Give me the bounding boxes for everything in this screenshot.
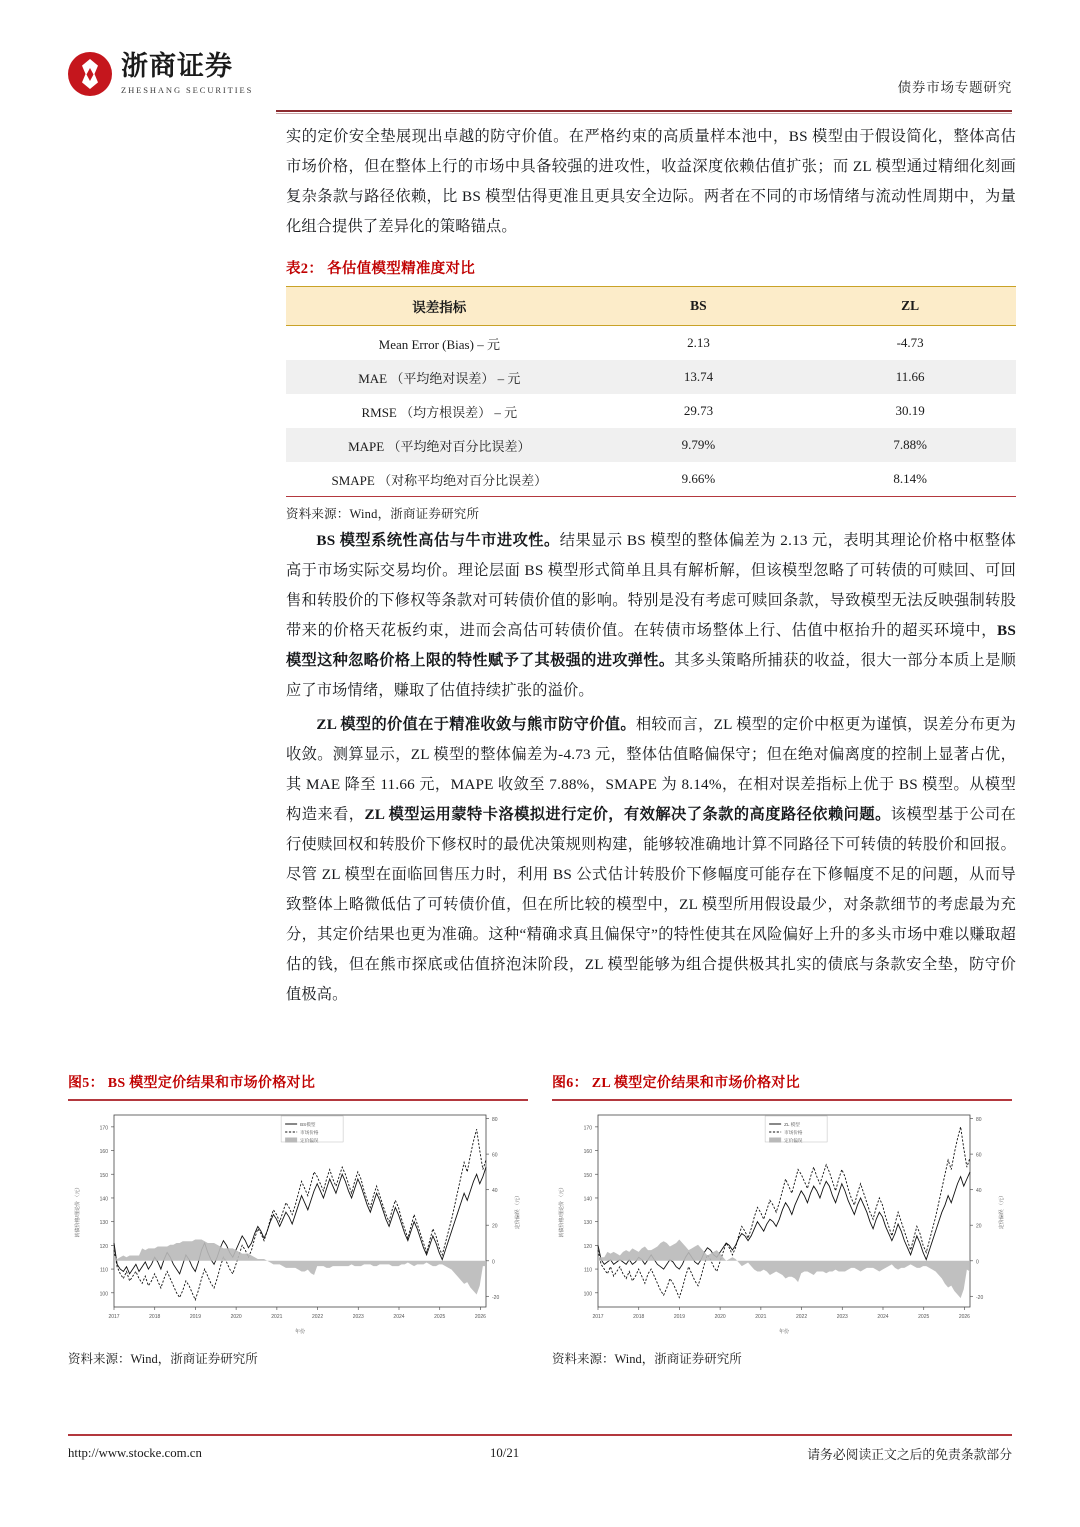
svg-text:2019: 2019 bbox=[673, 1313, 685, 1320]
cell-metric: SMAPE （对称平均绝对百分比误差） bbox=[286, 462, 593, 497]
svg-text:年份: 年份 bbox=[778, 1328, 790, 1335]
svg-text:BS模型: BS模型 bbox=[300, 1121, 316, 1127]
svg-text:2023: 2023 bbox=[836, 1313, 848, 1320]
svg-text:130: 130 bbox=[583, 1219, 592, 1226]
table-row bbox=[286, 326, 1016, 361]
svg-text:80: 80 bbox=[976, 1116, 982, 1123]
accuracy-comparison-table bbox=[286, 286, 1016, 497]
table-caption: 表2： 各估值模型精准度对比 bbox=[286, 261, 476, 277]
paragraph-bs-rest-b: 其多头策略所捕获的收益，很大一部分本质上是顺应了市场情绪，赚取了估值持续扩张的溢价。 bbox=[286, 652, 1016, 699]
svg-text:40: 40 bbox=[976, 1187, 982, 1194]
figure-bs-divider bbox=[68, 1099, 528, 1101]
svg-text:2018: 2018 bbox=[633, 1313, 645, 1320]
svg-text:170: 170 bbox=[583, 1124, 592, 1131]
svg-text:150: 150 bbox=[99, 1172, 108, 1179]
column-header-metric: 误差指标 bbox=[286, 287, 593, 326]
paragraph-zl-rest-b: 该模型基于公司在行使赎回权和转股价下修权时的最优决策规则构建，能够较准确地计算不同路径下可转债的转股价和回报。尽管 ZL 模型在面临回售压力时，利用 BS 公式估计转股价下修幅度可能存在下修幅度不足的问题，从而导致整体上略微低估了可转债价值，但在所比较的模型中，ZL 模型所用假设最少，对条款细节的考虑最为充分，其定价结果也更为准确。这种“精确求真且偏保守”的特性使其在风险偏好上升的多头市场中难以赚取超估的钱，但在熊市探底或估值挤泡沫阶段，ZL 模型能够为组合提供极其扎实的债底与条款安全垫，防守价值极高。 bbox=[286, 806, 1017, 1003]
svg-text:年份: 年份 bbox=[294, 1328, 306, 1335]
svg-text:2020: 2020 bbox=[230, 1313, 242, 1320]
svg-text:市场价格: 市场价格 bbox=[784, 1129, 803, 1135]
svg-text:100: 100 bbox=[583, 1290, 592, 1297]
report-type-label: 债券市场专题研究 bbox=[897, 80, 1012, 95]
cell-bs: 2.13 bbox=[593, 326, 805, 361]
cell-bs: 29.73 bbox=[593, 394, 805, 428]
figure-zl bbox=[552, 1072, 1012, 1367]
svg-text:100: 100 bbox=[99, 1290, 108, 1297]
svg-text:2017: 2017 bbox=[592, 1313, 604, 1320]
svg-text:0: 0 bbox=[492, 1258, 495, 1265]
brand-logo-text bbox=[121, 53, 253, 94]
svg-text:定价偏误 （元）: 定价偏误 （元） bbox=[515, 1192, 521, 1229]
svg-text:2018: 2018 bbox=[149, 1313, 161, 1320]
table-row bbox=[286, 462, 1016, 497]
svg-text:110: 110 bbox=[100, 1267, 108, 1274]
cell-bs: 13.74 bbox=[593, 360, 805, 394]
paragraph-bs-bold-b: BS 模型这种忽略价格上限的特性赋予了其极强的进攻弹性。 bbox=[286, 622, 1016, 669]
page-footer bbox=[68, 1444, 1012, 1463]
svg-text:2026: 2026 bbox=[958, 1313, 970, 1320]
paragraph-zl-rest-a: 相较而言，ZL 模型的定价中枢更为谨慎，误差分布更为收敛。测算显示，ZL 模型的整体偏差为-4.73 元，整体估值略偏保守；但在绝对偏离度的控制上显著占优，其 MAE 降至 11.66 元，MAPE 收敛至 7.88%，SMAPE 为 8.14%，在相对误差指标上优于 BS 模型。从模型构造来看， bbox=[286, 716, 1016, 823]
figures-block bbox=[68, 1072, 1012, 1367]
figure-zl-source: 资料来源：Wind，浙商证券研究所 bbox=[552, 1351, 742, 1366]
header-divider-secondary bbox=[276, 113, 1012, 114]
svg-text:定价偏误 （元）: 定价偏误 （元） bbox=[999, 1192, 1005, 1229]
svg-text:60: 60 bbox=[976, 1152, 982, 1159]
header-divider bbox=[276, 110, 1012, 112]
zheshang-logo-icon bbox=[68, 52, 112, 96]
table-row bbox=[286, 360, 1016, 394]
svg-text:2021: 2021 bbox=[755, 1313, 767, 1320]
svg-text:140: 140 bbox=[99, 1196, 108, 1203]
footer-url[interactable]: http://www.stocke.com.cn bbox=[68, 1446, 202, 1460]
svg-text:60: 60 bbox=[492, 1152, 498, 1159]
svg-text:0: 0 bbox=[976, 1258, 979, 1265]
svg-text:转债价格/理论价 （元）: 转债价格/理论价 （元） bbox=[559, 1184, 565, 1237]
cell-bs: 9.79% bbox=[593, 428, 805, 462]
cell-zl: 7.88% bbox=[804, 428, 1016, 462]
svg-text:2026: 2026 bbox=[474, 1313, 486, 1320]
svg-text:160: 160 bbox=[583, 1148, 592, 1155]
svg-text:-20: -20 bbox=[976, 1294, 984, 1301]
page-header bbox=[68, 52, 1012, 114]
svg-text:2020: 2020 bbox=[714, 1313, 726, 1320]
paragraph-bs-rest-a: 结果显示 BS 模型的整体偏差为 2.13 元，表明其理论价格中枢整体高于市场实际交易均价。理论层面 BS 模型形式简单且具有解析解，但该模型忽略了可转债的可赎回、可回售和转股价的下修权等条款对可转债价值的影响。特别是没有考虑可赎回条款，导致模型无法反映强制转股带来的价格天花板约束，进而会高估可转债价值。在转债市场整体上行、估值中枢抬升的超买环境中， bbox=[286, 532, 1016, 639]
paragraph-bs-lead: BS 模型系统性高估与牛市进攻性。 bbox=[316, 532, 560, 549]
svg-text:2024: 2024 bbox=[393, 1313, 405, 1320]
svg-text:2025: 2025 bbox=[434, 1313, 446, 1320]
intro-text-block bbox=[286, 122, 1016, 242]
footer-divider bbox=[68, 1434, 1012, 1436]
svg-text:140: 140 bbox=[583, 1196, 592, 1203]
paragraph-zl-model bbox=[286, 710, 1016, 1010]
svg-text:2017: 2017 bbox=[108, 1313, 120, 1320]
brand-logo bbox=[68, 52, 253, 96]
cell-metric: RMSE （均方根误差） – 元 bbox=[286, 394, 593, 428]
cell-bs: 9.66% bbox=[593, 462, 805, 497]
svg-text:-20: -20 bbox=[492, 1294, 500, 1301]
intro-paragraph: 实的定价安全垫展现出卓越的防守价值。在严格约束的高质量样本池中，BS 模型由于假设简化，整体高估市场价格，但在整体上行的市场中具备较强的进攻性，收益深度依赖估值扩张；而 ZL 模型通过精细化刻画复杂条款与路径依赖，比 BS 模型估得更准且更具安全边际。两者在不同的市场情绪与流动性周期中，为量化组合提供了差异化的策略锚点。 bbox=[286, 128, 1016, 235]
svg-text:ZL 模型: ZL 模型 bbox=[784, 1121, 800, 1127]
svg-text:2021: 2021 bbox=[271, 1313, 283, 1320]
svg-text:130: 130 bbox=[99, 1219, 108, 1226]
cell-zl: -4.73 bbox=[804, 326, 1016, 361]
figure-zl-caption: 图6： ZL 模型定价结果和市场价格对比 bbox=[552, 1076, 800, 1091]
table-row bbox=[286, 428, 1016, 462]
svg-text:2019: 2019 bbox=[189, 1313, 201, 1320]
svg-text:170: 170 bbox=[99, 1124, 108, 1131]
svg-text:80: 80 bbox=[492, 1116, 498, 1123]
paragraph-bs-model bbox=[286, 526, 1016, 706]
footer-disclaimer: 请务必阅读正文之后的免责条款部分 bbox=[807, 1448, 1012, 1462]
svg-text:2023: 2023 bbox=[352, 1313, 364, 1320]
svg-text:120: 120 bbox=[99, 1243, 108, 1250]
svg-text:2022: 2022 bbox=[312, 1313, 324, 1320]
cell-zl: 30.19 bbox=[804, 394, 1016, 428]
footer-page-number: 10/21 bbox=[489, 1446, 520, 1460]
cell-zl: 8.14% bbox=[804, 462, 1016, 497]
svg-text:20: 20 bbox=[976, 1223, 982, 1230]
table-body bbox=[286, 326, 1016, 497]
figure-bs-caption: 图5： BS 模型定价结果和市场价格对比 bbox=[68, 1076, 316, 1091]
svg-text:110: 110 bbox=[584, 1267, 592, 1274]
svg-text:120: 120 bbox=[583, 1243, 592, 1250]
svg-text:市场价格: 市场价格 bbox=[300, 1129, 319, 1135]
paragraph-zl-lead: ZL 模型的价值在于精准收敛与熊市防守价值。 bbox=[316, 716, 636, 733]
column-header-zl: ZL bbox=[804, 287, 1016, 326]
figure-bs-chart bbox=[68, 1105, 528, 1337]
svg-text:定价偏误: 定价偏误 bbox=[300, 1137, 319, 1143]
svg-text:转债价格/理论价 （元）: 转债价格/理论价 （元） bbox=[75, 1184, 81, 1237]
svg-text:2025: 2025 bbox=[918, 1313, 930, 1320]
figure-zl-divider bbox=[552, 1099, 1012, 1101]
figure-bs-source: 资料来源：Wind，浙商证券研究所 bbox=[68, 1351, 258, 1366]
svg-text:150: 150 bbox=[583, 1172, 592, 1179]
cell-metric: MAPE （平均绝对百分比误差） bbox=[286, 428, 593, 462]
svg-text:20: 20 bbox=[492, 1223, 498, 1230]
svg-text:2022: 2022 bbox=[796, 1313, 808, 1320]
cell-metric: Mean Error (Bias) – 元 bbox=[286, 326, 593, 361]
table-source: 资料来源：Wind，浙商证券研究所 bbox=[286, 507, 480, 521]
column-header-bs: BS bbox=[593, 287, 805, 326]
svg-text:40: 40 bbox=[492, 1187, 498, 1194]
figure-bs bbox=[68, 1072, 528, 1367]
paragraph-zl-bold-b: ZL 模型运用蒙特卡洛模拟进行定价，有效解决了条款的高度路径依赖问题。 bbox=[364, 806, 891, 823]
figure-zl-chart bbox=[552, 1105, 1012, 1337]
cell-zl: 11.66 bbox=[804, 360, 1016, 394]
brand-name-en: ZHESHANG SECURITIES bbox=[121, 84, 254, 95]
analysis-text-block bbox=[286, 522, 1016, 1010]
svg-text:定价偏误: 定价偏误 bbox=[784, 1137, 803, 1143]
table-block bbox=[286, 257, 1016, 522]
svg-text:2024: 2024 bbox=[877, 1313, 889, 1320]
table-header-row bbox=[286, 287, 1016, 326]
table-row bbox=[286, 394, 1016, 428]
cell-metric: MAE （平均绝对误差） – 元 bbox=[286, 360, 593, 394]
svg-text:160: 160 bbox=[99, 1148, 108, 1155]
brand-name-cn: 浙商证券 bbox=[121, 51, 233, 83]
